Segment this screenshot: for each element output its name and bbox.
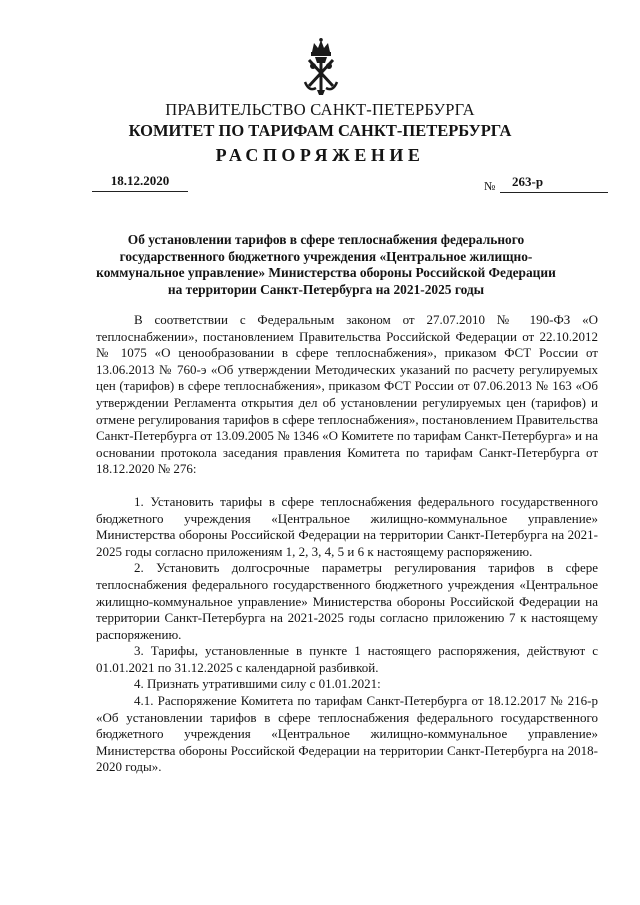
document-title: Об установлении тарифов в сфере теплоснабжения федерального государственного бюджетного учреждения «Центральное жилищно-коммунальное управление» Министерства обороны Российской Федерации на территории Санкт-Петербурга на 2021-2025 годы <box>96 232 556 297</box>
document-body <box>96 312 598 776</box>
clause-1: 1. Установить тарифы в сфере теплоснабжения федерального государственного бюджетного учреждения «Центральное жилищно-коммунальное управление» Министерства обороны Российской Федерации на территории Санкт-Петербурга на 2021-2025 годы согласно приложениям 1, 2, 3, 4, 5 и 6 к настоящему распоряжению. <box>96 493 598 559</box>
committee-name: КОМИТЕТ ПО ТАРИФАМ САНКТ-ПЕТЕРБУРГА <box>128 121 512 140</box>
document-number <box>484 176 608 194</box>
number-value: 263-р <box>500 174 608 193</box>
clause-2: 2. Установить долгосрочные параметры регулирования тарифов в сфере теплоснабжения федерального государственного бюджетного учреждения «Центральное жилищно-коммунальное управление» Министерства обороны Российской Федерации на территории Санкт-Петербурга на 2021-2025 годы согласно приложению 7 к настоящему распоряжению. <box>96 560 598 642</box>
clause-4-1: 4.1. Распоряжение Комитета по тарифам Санкт-Петербурга от 18.12.2017 № 216-р «Об установлении тарифов в сфере теплоснабжения федерального государственного бюджетного учреждения «Центральное жилищно-коммунальное управление» Министерства обороны Российской Федерации на территории Санкт-Петербурга на 2018-2020 годы». <box>96 693 598 775</box>
coat-of-arms-icon <box>301 38 341 96</box>
document-date: 18.12.2020 <box>92 173 188 192</box>
clause-3: 3. Тарифы, установленные в пункте 1 настоящего распоряжения, действуют с 01.01.2021 по 31.12.2025 с календарной разбивкой. <box>96 643 598 675</box>
number-sign: № <box>484 179 496 193</box>
document-type: РАСПОРЯЖЕНИЕ <box>215 145 425 165</box>
preamble-paragraph: В соответствии с Федеральным законом от 27.07.2010 № 190-ФЗ «О теплоснабжении», постановлением Правительства Российской Федерации от 22.10.2012 № 1075 «О ценообразовании в сфере теплоснабжения», приказом ФСТ России от 13.06.2013 № 760-э «Об утверждении Методических указаний по расчету регулируемых цен (тарифов) в сфере теплоснабжения», приказом ФСТ России от 07.06.2013 № 163 «Об утверждении Регламента открытия дел об установлении регулируемых цен (тарифов) и отмене регулирования тарифов в сфере теплоснабжения», постановлением Правительства Санкт-Петербурга от 13.09.2005 № 1346 «О Комитете по тарифам Санкт-Петербурга» и на основании протокола заседания правления Комитета по тарифам Санкт-Петербурга от 18.12.2020 № 276: <box>96 312 598 477</box>
government-name: ПРАВИТЕЛЬСТВО САНКТ-ПЕТЕРБУРГА <box>165 100 475 119</box>
clause-4: 4. Признать утратившими силу с 01.01.2021: <box>134 676 381 692</box>
